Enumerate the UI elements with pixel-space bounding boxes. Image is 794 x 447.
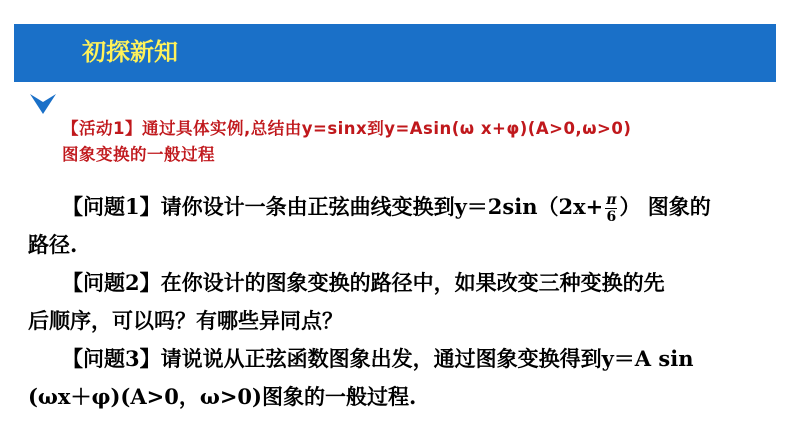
chevron-down-icon — [30, 92, 56, 116]
fraction-denominator: 6 — [606, 209, 617, 225]
question-2-line-2: 后顺序，可以吗？有哪些异同点？ — [28, 308, 343, 333]
pi-over-6-fraction — [605, 192, 617, 225]
question-2-text: 【问题2】在你设计的图象变换的路径中，如果改变三种变换的先 — [62, 270, 665, 295]
activity-1-text — [62, 116, 762, 168]
question-1-text: 【问题1】请你设计一条由正弦曲线变换到y＝2sin（2x+ — [62, 194, 604, 219]
question-3-line-1 — [28, 340, 768, 378]
question-1 — [28, 188, 768, 264]
question-1-line-1 — [28, 188, 768, 226]
question-2 — [28, 264, 768, 340]
question-3 — [28, 340, 768, 416]
activity-line-1: 【活动1】通过具体实例,总结由y=sinx到y=Asin(ω x+φ)(A>0,ω>0) — [62, 119, 632, 138]
question-3-line-2: (ωx＋φ)(A>0，ω>0)图象的一般过程. — [28, 384, 417, 409]
banner-title: 初探新知 — [82, 38, 178, 66]
question-2-line-1 — [28, 264, 768, 302]
fraction-numerator: π — [606, 192, 617, 208]
question-1-text-end: ） 图象的 — [619, 194, 711, 219]
question-1-line-2: 路径. — [28, 232, 78, 257]
activity-line-2: 图象变换的一般过程 — [62, 145, 215, 164]
question-3-text: 【问题3】请说说从正弦函数图象出发，通过图象变换得到y＝A sin — [62, 346, 694, 371]
